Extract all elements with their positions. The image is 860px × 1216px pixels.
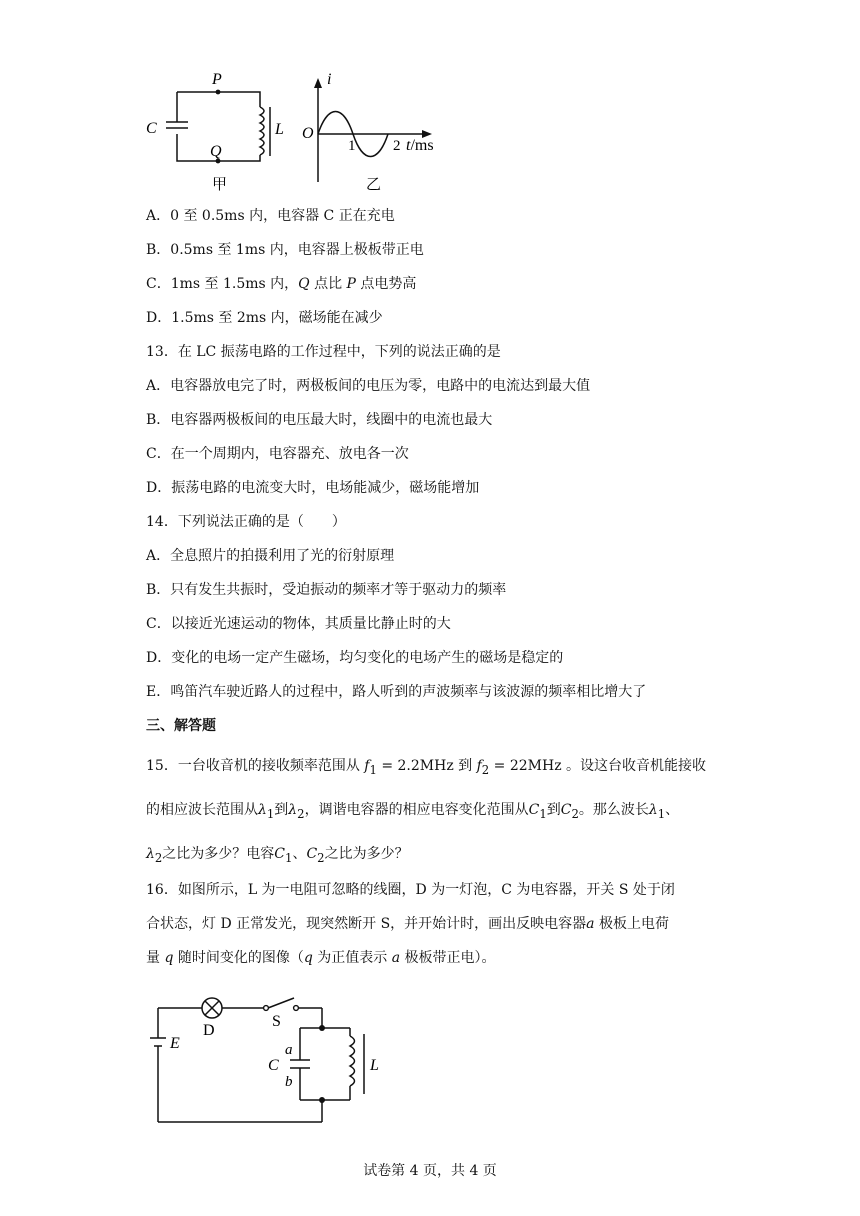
q12-option-c: C．1ms 至 1.5ms 内，Q 点比 P 点电势高 [146,276,417,292]
tick-2-label: 2 [393,138,401,154]
q13-option-d: D．振荡电路的电流变大时，电场能减少，磁场能增加 [146,480,480,496]
q13-option-c: C．在一个周期内，电容器充、放电各一次 [146,446,409,462]
q13-option-a: A．电容器放电完了时，两极板间的电压为零，电路中的电流达到最大值 [146,378,591,394]
q16-line-2: 合状态，灯 D 正常发光，现突然断开 S，并开始计时，画出反映电容器a 极板上电荷 [146,916,669,932]
plate-b-label: b [285,1074,293,1090]
q16-line-3: 量 q 随时间变化的图像（q 为正值表示 a 极板带正电）。 [146,950,496,966]
q12-option-a: A．0 至 0.5ms 内，电容器 C 正在充电 [146,208,395,224]
q15-line-1: 15．一台收音机的接收频率范围从 $f_1 = 2.2MHz$ 到 $f_2 = 22MHz$ 。设这台收音机能接收 [146,758,707,777]
lamp-d-label: D [203,1022,215,1039]
plate-a-label: a [285,1042,293,1058]
capacitor-c-label: C [146,120,157,137]
q15-line-2: 的相应波长范围从$\lambda_1$到$\lambda_2$，调谐电容器的相应电容变化范围从$C_1$到$C_2$。那么波长$\lambda_1$、 [146,802,680,821]
q14-option-e: E．鸣笛汽车驶近路人的过程中，路人听到的声波频率与该波源的频率相比增大了 [146,684,647,700]
section-heading: 三、解答题 [146,718,216,734]
caption-jia: 甲 [212,177,228,193]
q16-line-1: 16．如图所示，L 为一电阻可忽略的线圈，D 为一灯泡，C 为电容器，开关 S 处于闭 [146,882,675,898]
switch-s-label: S [272,1013,281,1030]
page-footer: 试卷第 4 页，共 4 页 [363,1163,497,1179]
switch-circuit-figure [140,990,400,1130]
inductor-l-label: L [370,1057,379,1074]
point-q-label: Q [210,143,222,160]
q12-option-d: D．1.5ms 至 2ms 内，磁场能在减少 [146,310,383,326]
q14-option-b: B．只有发生共振时，受迫振动的频率才等于驱动力的频率 [146,582,507,598]
axis-i-label: i [327,71,332,88]
capacitor-c-label: C [268,1057,279,1074]
q14-option-a: A．全息照片的拍摄利用了光的衍射原理 [146,548,395,564]
q14-option-d: D．变化的电场一定产生磁场，均匀变化的电场产生的磁场是稳定的 [146,650,564,666]
origin-label: O [302,125,314,142]
q14-option-c: C．以接近光速运动的物体，其质量比静止时的大 [146,616,451,632]
battery-e-label: E [170,1035,180,1052]
caption-yi: 乙 [366,177,382,193]
q13-option-b: B．电容器两极板间的电压最大时，线圈中的电流也最大 [146,412,493,428]
q15-line-3: $\lambda_2$之比为多少？电容$C_1$、$C_2$之比为多少？ [146,846,409,865]
q13-stem: 13．在 LC 振荡电路的工作过程中，下列的说法正确的是 [146,344,501,360]
axis-t-label: t/ms [406,137,434,154]
point-p-label: P [212,71,222,88]
lc-circuit-figure [140,64,460,196]
q12-option-b: B．0.5ms 至 1ms 内，电容器上极板带正电 [146,242,424,258]
tick-1-label: 1 [348,138,356,154]
q14-stem: 14．下列说法正确的是（ ） [146,514,346,530]
inductor-l-label: L [275,121,284,138]
